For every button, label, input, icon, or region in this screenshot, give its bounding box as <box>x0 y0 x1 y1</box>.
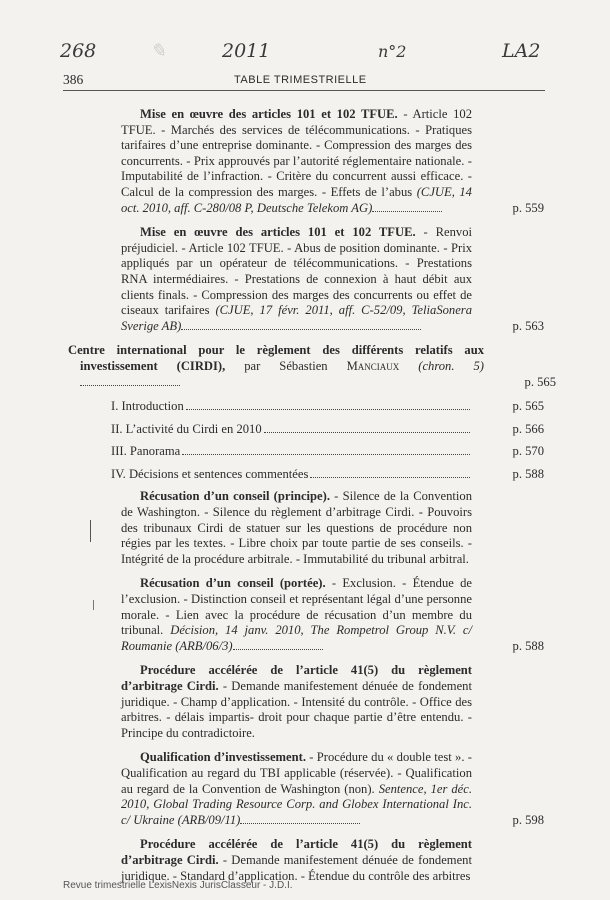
entry-text: - Demande manifestement dénuée de fondement juridique. - Standard d’application. - Étendue du contrôle des arbitres <box>121 852 472 883</box>
entry-page: p. 563 <box>512 318 544 333</box>
table-of-contents <box>0 107 610 893</box>
entry-reference: Décision, 14 janv. 2010, The Rompetrol Group N.V. c/ Roumanie (ARB/06/3) <box>121 623 472 653</box>
entry-text: - Procédure du « double test ». - Qualification au regard du TBI applicable (réservée). - Qualification au regard de la Convention de Washington (non). <box>121 750 472 796</box>
entry-author: Manciaux <box>346 358 400 373</box>
toc-entry <box>121 837 472 884</box>
entry-page: p. 598 <box>512 812 544 827</box>
handwritten-code: LA2 <box>502 40 541 62</box>
section-page: p. 570 <box>512 444 544 459</box>
entry-title: Mise en œuvre des articles 101 et 102 TFUE. <box>140 107 398 121</box>
toc-entry <box>121 225 544 334</box>
entry-text: - Demande manifestement dénuée de fondement juridique. - Champ d’application. - Intensité du contrôle. - Office des arbitres. - délais impartis- droit pour chaque partie d’être entendu. - Principe du contradictoire. <box>121 679 472 740</box>
show-through-mark: ✎ <box>150 40 166 62</box>
entry-reference: (CJUE, 14 oct. 2010, aff. C-280/08 P, Deutsche Telekom AG) <box>121 184 472 215</box>
handwritten-number: 268 <box>60 40 97 62</box>
entry-reference: (chron. 5) <box>418 358 484 373</box>
section-label: IV. Décisions et sentences commentées <box>111 466 309 481</box>
toc-entry <box>121 663 472 741</box>
entry-title: Qualification d’investissement. <box>140 750 306 765</box>
toc-entry <box>121 107 544 216</box>
running-title: TABLE TRIMESTRIELLE <box>234 74 367 86</box>
toc-entry <box>68 343 556 390</box>
handwritten-issue: n°2 <box>378 42 407 61</box>
toc-section <box>111 444 544 460</box>
entry-title: Mise en œuvre des articles 101 et 102 TFUE. <box>140 225 416 240</box>
section-page: p. 565 <box>512 399 544 414</box>
entry-title: Procédure accélérée de l’article 41(5) du règlement d’arbitrage Cirdi. <box>121 837 472 867</box>
entry-title: Centre international pour le règlement des différents relatifs aux investissement (CIRDI), <box>68 343 484 373</box>
toc-entry <box>121 489 472 567</box>
page-number: 386 <box>63 72 84 87</box>
section-label: II. L’activité du Cirdi en 2010 <box>111 421 262 436</box>
entry-page: p. 559 <box>512 200 544 215</box>
toc-entry <box>121 576 544 654</box>
entry-text: par Sébastien <box>225 358 347 373</box>
toc-section <box>111 421 544 438</box>
header-rule <box>63 90 545 91</box>
entry-text: - Renvoi préjudiciel. - Article 102 TFUE. - Abus de position dominante. - Prix appliqués par un opérateur de télécommunications. - Prestations RNA intermédiaires. - Prestations de connexion à haut débit aux clients finals. - Compression des marges des concurrents ou effet de ciseaux tarifaires <box>121 225 473 318</box>
section-page: p. 566 <box>512 421 544 436</box>
section-label: III. Panorama <box>111 444 181 459</box>
entry-text: - Silence de la Convention de Washington. - Silence du règlement d’arbitrage Cirdi. - Pouvoirs des tribunaux Cirdi de statuer sur les questions de procédure non régies par les textes. - Libre choix par toute partie de ses conseils. - Intégrité de la procédure arbitrale. - Immutabilité du tribunal arbitral. <box>121 489 472 566</box>
section-label: I. Introduction <box>111 399 184 414</box>
entry-reference: (CJUE, 17 févr. 2011, aff. C-52/09, TeliaSonera Sverige AB) <box>121 303 472 333</box>
entry-title: Récusation d’un conseil (portée). <box>140 576 326 591</box>
entry-reference: Sentence, 1er déc. 2010, Global Trading Resource Corp. and Globex International Inc. c/ Ukraine (ARB/09/11) <box>121 781 473 827</box>
footer: Revue trimestrielle LexisNexis JurisClasseur - J.D.I. <box>63 880 293 891</box>
toc-section <box>111 466 544 483</box>
toc-entry <box>121 750 544 828</box>
entry-page: p. 588 <box>512 638 544 653</box>
entry-title: Procédure accélérée de l’article 41(5) du règlement d’arbitrage Cirdi. <box>121 663 472 693</box>
entry-text: - Article 102 TFUE. - Marchés des services de télécommunications. - Pratiques tarifaires d’une entreprise dominante. - Compression des marges des concurrents. - Prix approuvés par l’autorité réglementaire nationale. - Imputabilité de l’infraction. - Critère du concurrent aussi efficace. - Calcul de la compression des marges. - Effets de l’abus <box>121 107 472 199</box>
entry-text: - Exclusion. - Étendue de l’exclusion. - Distinction conseil et représentant légal d’une personne morale. - Lien avec la procédure de récusation d’un membre du tribunal. <box>121 576 472 638</box>
handwritten-year: 2011 <box>222 40 271 62</box>
toc-section <box>111 399 544 415</box>
section-page: p. 588 <box>512 466 544 481</box>
entry-title: Récusation d’un conseil (principe). <box>140 489 330 504</box>
entry-page: p. 565 <box>524 374 556 389</box>
